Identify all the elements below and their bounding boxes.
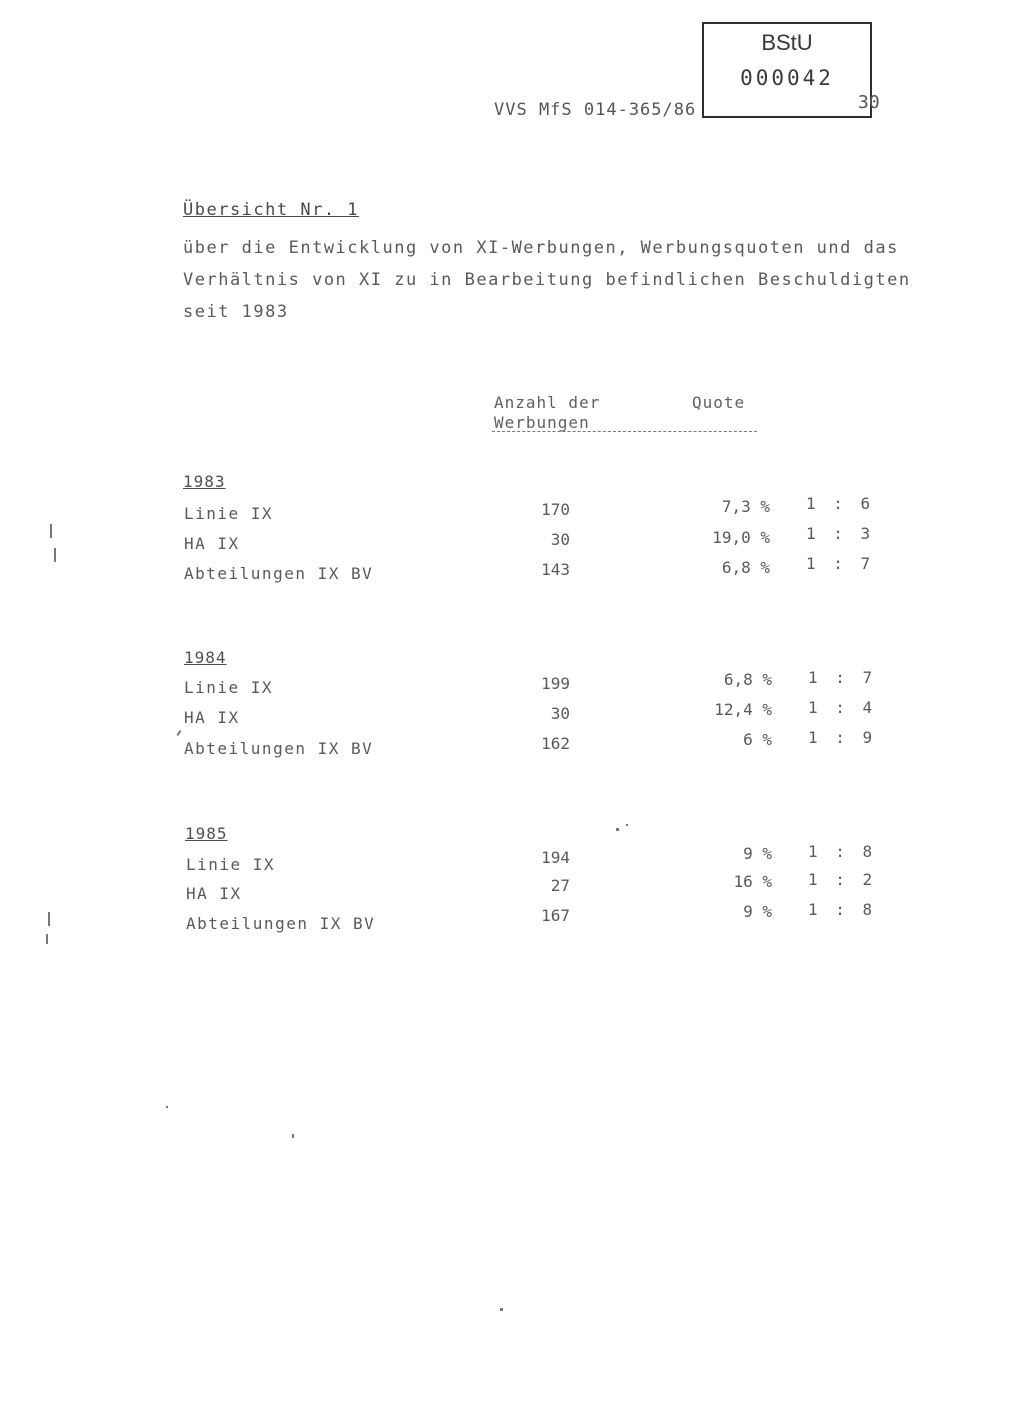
row-label: Linie IX bbox=[186, 855, 276, 874]
column-header-count-line2: Werbungen bbox=[494, 413, 590, 432]
row-label: Abteilungen IX BV bbox=[186, 914, 376, 933]
row-count: 162 bbox=[541, 734, 570, 753]
row-quota: 6,8 % bbox=[723, 670, 772, 689]
row-quota: 12,4 % bbox=[714, 700, 772, 719]
row-quota: 19,0 % bbox=[712, 528, 770, 547]
row-label: HA IX bbox=[184, 534, 240, 553]
row-label: HA IX bbox=[186, 884, 242, 903]
column-header-count bbox=[494, 393, 600, 433]
row-ratio: 1 : 7 bbox=[806, 554, 875, 573]
header-rule bbox=[492, 431, 757, 432]
row-count: 170 bbox=[541, 500, 570, 519]
scan-mark bbox=[166, 1106, 168, 1108]
row-count: 27 bbox=[550, 876, 570, 895]
column-header-quota: Quote bbox=[692, 393, 746, 412]
document-description bbox=[183, 232, 973, 328]
scan-mark bbox=[176, 730, 181, 736]
year-heading: 1983 bbox=[183, 472, 226, 491]
scan-mark bbox=[46, 934, 48, 944]
row-count: 30 bbox=[550, 704, 570, 723]
row-quota: 9 % bbox=[743, 844, 772, 863]
year-heading: 1985 bbox=[185, 824, 228, 843]
row-count: 167 bbox=[541, 906, 570, 925]
row-label: Abteilungen IX BV bbox=[184, 564, 374, 583]
scan-mark bbox=[500, 1308, 503, 1311]
scan-mark bbox=[292, 1134, 294, 1138]
row-ratio: 1 : 4 bbox=[808, 698, 877, 717]
row-quota: 16 % bbox=[733, 872, 772, 891]
row-ratio: 1 : 8 bbox=[808, 842, 877, 861]
row-label: Abteilungen IX BV bbox=[184, 739, 374, 758]
scan-mark bbox=[48, 912, 50, 926]
row-quota: 9 % bbox=[743, 902, 772, 921]
row-count: 194 bbox=[541, 848, 570, 867]
description-line: über die Entwicklung von XI-Werbungen, Werbungsquoten und das bbox=[183, 238, 899, 258]
year-heading: 1984 bbox=[184, 648, 227, 667]
stamp-number: 000042 bbox=[740, 66, 834, 90]
stamp-agency: BStU bbox=[761, 30, 813, 55]
row-count: 143 bbox=[541, 560, 570, 579]
scan-mark bbox=[50, 524, 52, 538]
row-count: 199 bbox=[541, 674, 570, 693]
scan-mark bbox=[626, 824, 628, 826]
row-label: Linie IX bbox=[184, 504, 274, 523]
document-title: Übersicht Nr. 1 bbox=[183, 200, 360, 220]
row-quota: 6 % bbox=[743, 730, 772, 749]
archive-stamp bbox=[702, 22, 872, 118]
row-ratio: 1 : 6 bbox=[806, 494, 875, 513]
scan-mark bbox=[616, 828, 619, 831]
row-ratio: 1 : 7 bbox=[808, 668, 877, 687]
row-ratio: 1 : 2 bbox=[808, 870, 877, 889]
row-quota: 6,8 % bbox=[721, 558, 770, 577]
page-number: 30 bbox=[858, 92, 880, 113]
row-ratio: 1 : 3 bbox=[806, 524, 875, 543]
document-reference: VVS MfS 014-365/86 bbox=[494, 100, 697, 120]
row-label: Linie IX bbox=[184, 678, 274, 697]
row-count: 30 bbox=[550, 530, 570, 549]
row-label: HA IX bbox=[184, 708, 240, 727]
description-line: Verhältnis von XI zu in Bearbeitung befindlichen Beschuldigten bbox=[183, 270, 911, 290]
scan-mark bbox=[54, 548, 56, 562]
column-header-count-line1: Anzahl der bbox=[494, 393, 601, 412]
description-line: seit 1983 bbox=[183, 302, 289, 322]
row-ratio: 1 : 9 bbox=[808, 728, 877, 747]
row-quota: 7,3 % bbox=[721, 497, 770, 516]
row-ratio: 1 : 8 bbox=[808, 900, 877, 919]
